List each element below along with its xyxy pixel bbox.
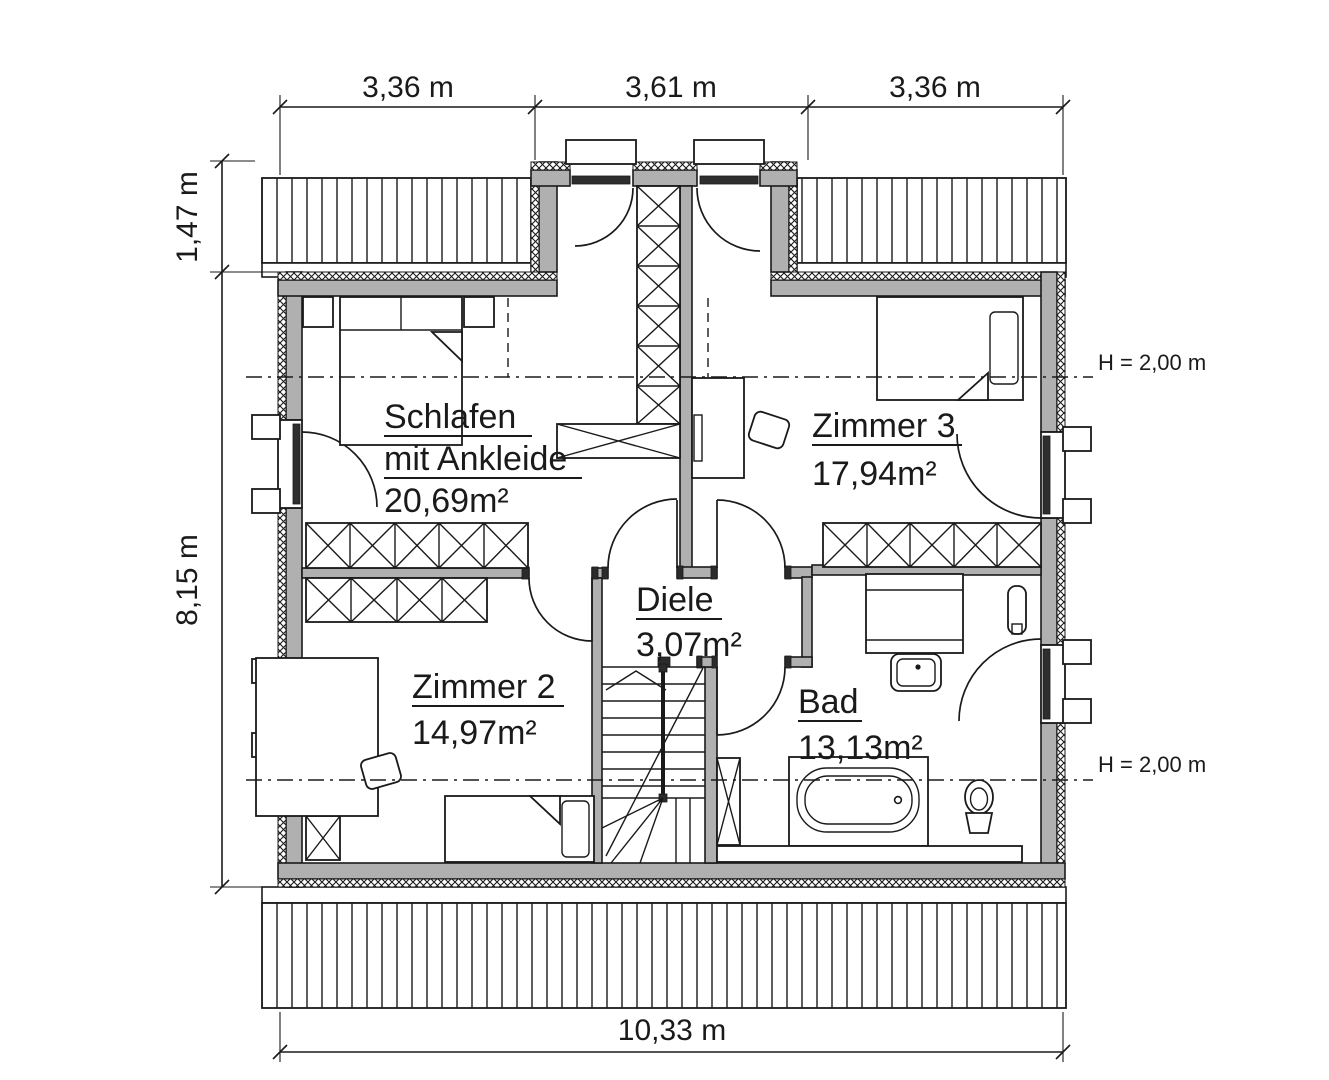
room-name: Diele bbox=[636, 581, 714, 619]
wardrobe-zimmer3 bbox=[823, 523, 1041, 567]
room-name: Schlafen bbox=[384, 398, 517, 436]
storage-box-zimmer2 bbox=[306, 816, 340, 860]
dim-left-upper: 1,47 m bbox=[171, 171, 204, 263]
door-diele-zimmer3 bbox=[717, 500, 785, 568]
bathtub bbox=[789, 757, 928, 846]
door-diele-schlafen bbox=[608, 499, 677, 568]
desk-zimmer2 bbox=[256, 658, 378, 816]
door-diele-zimmer2 bbox=[529, 578, 592, 641]
desk-zimmer3 bbox=[692, 378, 744, 478]
wardrobe-column bbox=[637, 186, 680, 424]
faucet-dot bbox=[915, 664, 920, 669]
room-name: Bad bbox=[798, 683, 859, 721]
room-area: 20,69m² bbox=[384, 482, 509, 520]
height-label-upper: H = 2,00 m bbox=[1098, 350, 1207, 375]
roof-overhang-top-right bbox=[797, 178, 1066, 277]
duct-shaft bbox=[717, 758, 740, 845]
dim-bottom: 10,33 m bbox=[617, 1014, 727, 1047]
door-diele-bad bbox=[717, 667, 785, 735]
nightstand-left bbox=[303, 297, 333, 327]
radiator bbox=[1008, 586, 1026, 634]
wardrobe-schlafen bbox=[306, 523, 528, 568]
vanity-sink bbox=[866, 574, 963, 691]
room-label-bad bbox=[798, 683, 923, 767]
nightstand-right bbox=[464, 297, 494, 327]
dim-top-3: 3,36 m bbox=[889, 71, 981, 104]
window-zimmer3-right bbox=[957, 427, 1091, 523]
chair-zimmer3 bbox=[747, 410, 791, 450]
dim-left-lower: 8,15 m bbox=[171, 534, 204, 626]
dim-top-2: 3,61 m bbox=[625, 71, 717, 104]
roof-overhang-top-left bbox=[262, 178, 531, 277]
toilet bbox=[965, 780, 993, 833]
height-label-lower: H = 2,00 m bbox=[1098, 752, 1207, 777]
bed-zimmer3 bbox=[877, 297, 1023, 400]
room-area: 14,97m² bbox=[412, 714, 537, 752]
ankleide-shelf bbox=[557, 424, 680, 458]
bed-zimmer2 bbox=[445, 796, 594, 862]
room-area: 17,94m² bbox=[812, 455, 937, 493]
room-label-zimmer2 bbox=[412, 668, 564, 752]
door-bad-right bbox=[959, 639, 1091, 723]
wardrobe-zimmer2 bbox=[306, 578, 487, 622]
room-name: Zimmer 2 bbox=[412, 668, 556, 706]
room-label-diele bbox=[636, 581, 742, 664]
balcony-door-zimmer3 bbox=[694, 140, 764, 251]
room-label-zimmer3 bbox=[812, 407, 962, 493]
room-area: 13,13m² bbox=[798, 729, 923, 767]
dim-top-1: 3,36 m bbox=[362, 71, 454, 104]
balcony-door-schlafen bbox=[566, 140, 636, 246]
stairs bbox=[602, 664, 705, 863]
room-name-2: mit Ankleide bbox=[384, 440, 568, 478]
room-area: 3,07m² bbox=[636, 626, 742, 664]
room-name: Zimmer 3 bbox=[812, 407, 956, 445]
room-label-schlafen bbox=[384, 398, 582, 520]
bath-bench bbox=[717, 846, 1022, 862]
roof-overhang-bottom bbox=[262, 887, 1066, 1008]
